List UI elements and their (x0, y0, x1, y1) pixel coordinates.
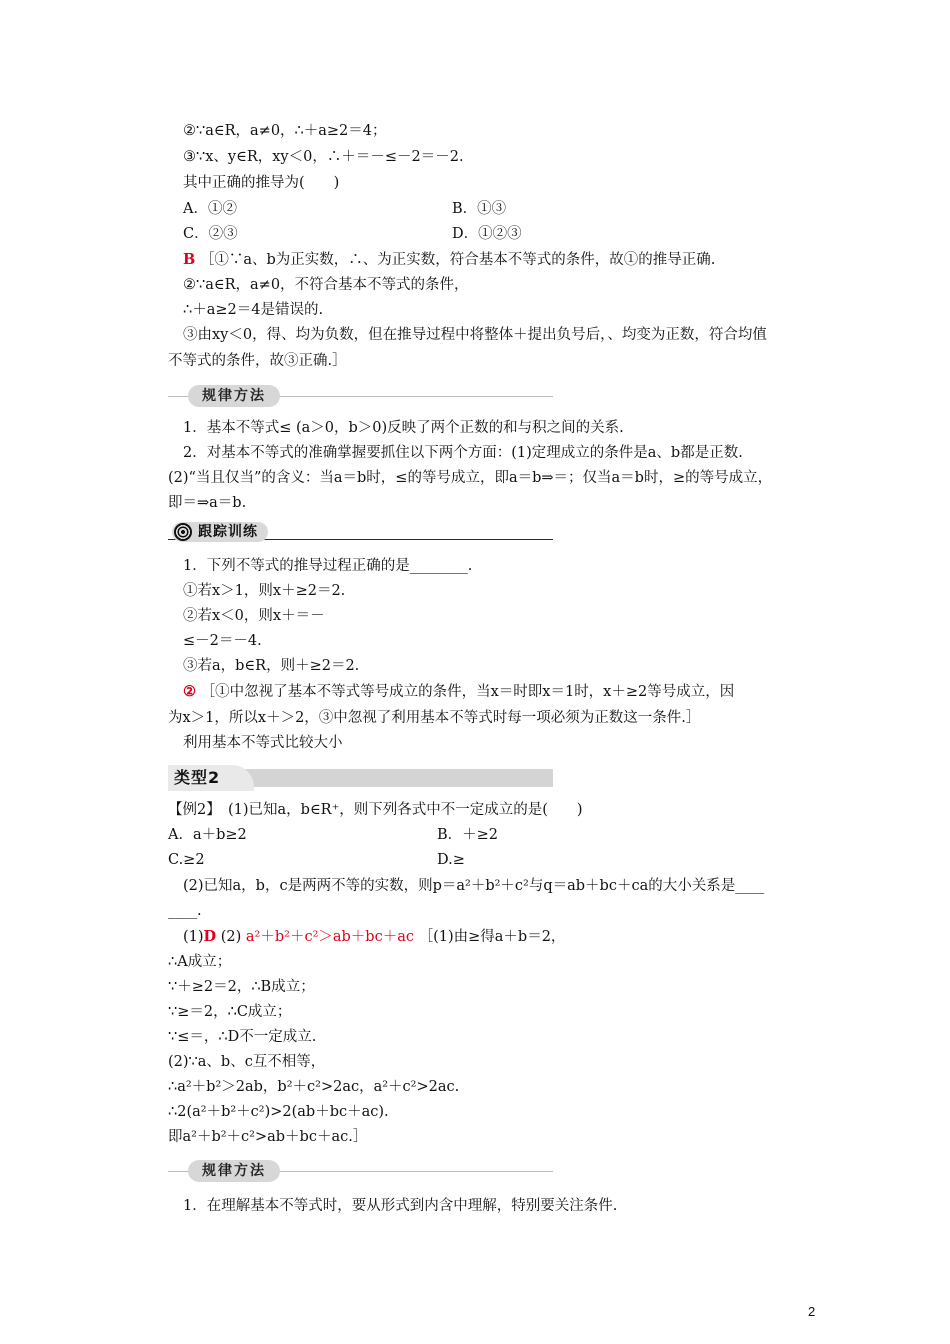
text-line: (2)“当且仅当”的含义：当a＝b时，≤的等号成立，即a＝b⇒＝；仅当a＝b时，≥的等号成立， (168, 470, 773, 486)
solution-line (183, 927, 843, 947)
option-c: C．②③ (183, 226, 238, 242)
answer-prefix: (2) (220, 929, 242, 945)
text-line: 其中正确的推导为( ) (183, 175, 340, 191)
answer-label: D (203, 928, 217, 945)
method-banner (168, 1160, 553, 1184)
text-line: ∵≥＝2，∴C成立； (168, 1004, 292, 1020)
text-line: ②∵a∈R，a≠0，不符合基本不等式的条件， (183, 277, 469, 293)
options-row (183, 199, 843, 219)
solution-line (183, 250, 843, 270)
option-a: A．a＋b≥2 (168, 827, 247, 843)
text-line: 不等式的条件，故③正确.］ (168, 353, 347, 369)
solution-text: ［①∵a、b为正实数，∴、为正实数，符合基本不等式的条件，故①的推导正确. (199, 252, 716, 268)
text-line: ∴＋a≥2＝4是错误的. (183, 302, 324, 318)
target-icon (174, 523, 192, 541)
text-line: ≤－2＝－4. (183, 633, 262, 649)
text-line: ∴A成立； (168, 954, 232, 970)
options-row (168, 825, 828, 845)
text-line: ∵≤＝，∴D不一定成立. (168, 1029, 317, 1045)
text-line: ②若x＜0，则x＋＝－ (183, 608, 325, 624)
text-line: 1．基本不等式≤ (a＞0，b＞0)反映了两个正数的和与积之间的关系. (183, 420, 624, 436)
banner-label (172, 522, 268, 542)
text-line: ③若a，b∈R，则＋≥2＝2. (183, 658, 360, 674)
text-line: ②∵a∈R，a≠0，∴＋a≥2＝4； (183, 123, 387, 139)
banner-text: 跟踪训练 (198, 524, 258, 540)
answer-label: B (183, 251, 196, 268)
options-row (183, 224, 843, 244)
text-line: ③∵x、y∈R，xy＜0，∴＋＝－≤－2＝－2. (183, 149, 464, 165)
solution-line (183, 682, 843, 702)
option-b: B．＋≥2 (437, 827, 499, 843)
banner-label: 规律方法 (188, 385, 280, 407)
option-d: D．①②③ (452, 226, 522, 242)
type-banner (168, 765, 553, 791)
type-label: 类型2 (168, 765, 254, 791)
solution-text: ［(1)由≥得a＋b＝2， (418, 929, 566, 945)
text-line: ∵＋≥2＝2，∴B成立； (168, 979, 315, 995)
answer-prefix: (1) (183, 929, 204, 945)
text-line: 即a²＋b²＋c²>ab＋bc＋ac.］ (168, 1129, 368, 1145)
text-line: (2)已知a，b，c是两两不等的实数，则p＝a²＋b²＋c²与q＝ab＋bc＋ca的大小关系是____ (183, 878, 765, 894)
text-line: 为x＞1，所以x＋＞2，③中忽视了利用基本不等式时每一项必须为正数这一条件.］ (168, 710, 701, 726)
answer-expression: a²＋b²＋c²＞ab＋bc＋ac (245, 929, 414, 945)
solution-text: ［①中忽视了基本不等式等号成立的条件，当x＝时即x＝1时，x＋≥2等号成立，因 (200, 684, 735, 700)
method-banner (168, 385, 553, 409)
example-title: 【例2】 (1)已知a，b∈R⁺，则下列各式中不一定成立的是( ) (168, 802, 583, 818)
banner-label: 规律方法 (188, 1160, 280, 1182)
text-line: ____. (168, 903, 202, 919)
options-row (168, 850, 828, 870)
answer-label: ② (183, 683, 196, 700)
text-line: 1．下列不等式的推导过程正确的是________. (183, 558, 473, 574)
text-line: ③由xy＜0，得、均为负数，但在推导过程中将整体＋提出负号后，、均变为正数，符合均值 (183, 327, 767, 343)
option-c: C.≥2 (168, 852, 205, 868)
text-line: ∴2(a²＋b²＋c²)>2(ab＋bc＋ac). (168, 1104, 389, 1120)
page-number: 2 (808, 1304, 816, 1319)
text-line: 2．对基本不等式的准确掌握要抓住以下两个方面：(1)定理成立的条件是a、b都是正数. (183, 445, 743, 461)
text-line: ①若x＞1，则x＋≥2＝2. (183, 583, 346, 599)
practice-banner (168, 521, 553, 545)
text-line: ∴a²＋b²＞2ab，b²＋c²>2ac，a²＋c²>2ac. (168, 1079, 460, 1095)
text-line: 即＝⇒a＝b. (168, 495, 247, 511)
text-line: 1．在理解基本不等式时，要从形式到内含中理解，特别要关注条件. (183, 1198, 618, 1214)
option-d: D.≥ (437, 852, 465, 868)
option-b: B．①③ (452, 201, 507, 217)
banner-bar (228, 769, 553, 787)
text-line: (2)∵a、b、c互不相等， (168, 1054, 326, 1070)
text-line: 利用基本不等式比较大小 (183, 735, 343, 751)
option-a: A．①② (183, 201, 237, 217)
